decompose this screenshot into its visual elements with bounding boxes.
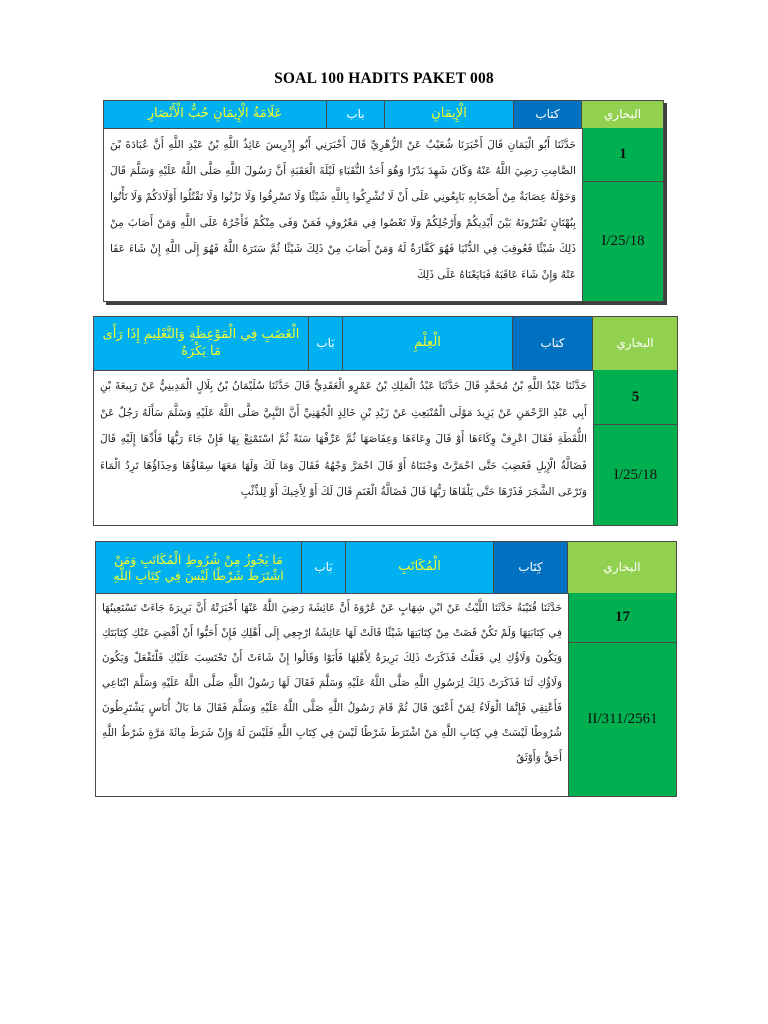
hadith-meta (593, 370, 677, 525)
kitab-label: كتاب (513, 317, 593, 370)
hadith-body (94, 370, 677, 525)
hadith-reference: I/25/18 (594, 425, 677, 525)
hadith-text (104, 128, 582, 301)
hadith-header (104, 101, 663, 129)
bab-label: بَاب (309, 317, 343, 370)
kitab-label: كتاب (514, 101, 582, 128)
hadith-text (96, 593, 568, 796)
hadith-reference: II/311/2561 (569, 643, 676, 796)
hadith-header (94, 317, 677, 371)
hadith-card-3 (95, 541, 677, 797)
hadith-text (94, 370, 593, 525)
hadith-reference: I/25/18 (583, 182, 663, 301)
hadith-number: 1 (583, 128, 663, 182)
hadith-meta (568, 593, 676, 796)
hadith-number: 5 (594, 370, 677, 425)
kitab-name: الْعِلْمِ (343, 317, 513, 370)
hadith-text-content: حَدَّثَنَا عَبْدُ اللَّهِ بْنُ مُحَمَّدٍ قَالَ حَدَّثَنَا عَبْدُ الْمَلِكِ بْنُ عَمْرٍو الْعَقَدِيُّ قَالَ حَدَّثَنَا سُلَيْمَانُ بْنُ بِلَالٍ الْمَدِينِيُّ عَنْ رَبِيعَةَ بْنِ أَبِي عَبْدِ الرَّحْمَنِ عَنْ يَزِيدَ مَوْلَى الْمُنْبَعِثِ عَنْ زَيْدِ بْنِ خَالِدٍ الْجُهَنِيِّ أَنَّ النَّبِيَّ صَلَّى اللَّهُ عَلَيْهِ وَسَلَّمَ سَأَلَهُ رَجُلٌ عَنْ اللُّقَطَةِ فَقَالَ اعْرِفْ وِكَاءَهَا أَوْ قَالَ وِعَاءَهَا وَعِفَاصَهَا ثُمَّ عَرِّفْهَا سَنَةً ثُمَّ اسْتَمْتِعْ بِهَا فَإِنْ جَاءَ رَبُّهَا فَأَدِّهَا إِلَيْهِ قَالَ فَضَالَّةُ الْإِبِلِ فَغَضِبَ حَتَّى احْمَرَّتْ وَجْنَتَاهُ أَوْ قَالَ احْمَرَّ وَجْهُهُ فَقَالَ وَمَا لَكَ وَلَهَا مَعَهَا سِقَاؤُهَا وَحِذَاؤُهَا تَرِدُ الْمَاءَ وَتَرْعَى الشَّجَرَ فَذَرْهَا حَتَّى يَلْقَاهَا رَبُّهَا قَالَ فَضَالَّةُ الْغَنَمِ قَالَ لَكَ أَوْ لِأَخِيكَ أَوْ لِلذِّئْبِ (100, 380, 587, 498)
bab-name: الْغَضَبِ فِي الْمَوْعِظَةِ وَالتَّعْلِيمِ إِذَا رَأَى مَا يَكْرَهُ (94, 317, 309, 370)
hadith-number: 17 (569, 593, 676, 643)
kitab-label: كِتَاب (494, 542, 568, 593)
source-label: البخاري (568, 542, 676, 593)
source-label: البخاري (593, 317, 677, 370)
hadith-text-content: حَدَّثَنَا قُتَيْبَةُ حَدَّثَنَا اللَّيْثُ عَنْ ابْنِ شِهَابٍ عَنْ عُرْوَةَ أَنَّ عَائِشَةَ رَضِيَ اللَّهُ عَنْهَا أَخْبَرَتْهُ أَنَّ بَرِيرَةَ جَاءَتْ تَسْتَعِينُهَا فِي كِتَابَتِهَا وَلَمْ تَكُنْ قَضَتْ مِنْ كِتَابَتِهَا شَيْئًا قَالَتْ لَهَا عَائِشَةُ ارْجِعِي إِلَى أَهْلِكِ فَإِنْ أَحَبُّوا أَنْ أَقْضِيَ عَنْكِ كِتَابَتَكِ وَيَكُونَ وَلَاؤُكِ لِي فَعَلْتُ فَذَكَرَتْ ذَلِكَ بَرِيرَةُ لِأَهْلِهَا فَأَبَوْا وَقَالُوا إِنْ شَاءَتْ أَنْ تَحْتَسِبَ عَلَيْكِ فَلْتَفْعَلْ وَيَكُونَ وَلَاؤُكِ لَنَا فَذَكَرَتْ ذَلِكَ لِرَسُولِ اللَّهِ صَلَّى اللَّهُ عَلَيْهِ وَسَلَّمَ فَقَالَ لَهَا رَسُولُ اللَّهِ صَلَّى اللَّهُ عَلَيْهِ وَسَلَّمَ ابْتَاعِي فَأَعْتِقِي فَإِنَّمَا الْوَلَاءُ لِمَنْ أَعْتَقَ قَالَ ثُمَّ قَامَ رَسُولُ اللَّهِ صَلَّى اللَّهُ عَلَيْهِ وَسَلَّمَ فَقَالَ مَا بَالُ أُنَاسٍ يَشْتَرِطُونَ شُرُوطًا لَيْسَتْ فِي كِتَابِ اللَّهِ مَنْ اشْتَرَطَ شَرْطًا لَيْسَ فِي كِتَابِ اللَّهِ فَلَيْسَ لَهُ وَإِنْ شَرَطَ مِائَةَ مَرَّةٍ شَرْطُ اللَّهِ أَحَقُّ وَأَوْثَقُ (102, 602, 562, 764)
hadith-header (96, 542, 676, 594)
kitab-name: الْإِيمَانِ (385, 101, 514, 128)
hadith-card-1 (103, 100, 664, 302)
kitab-name: الْمُكَاتَبِ (346, 542, 494, 593)
bab-label: باب (327, 101, 385, 128)
hadith-card-2 (93, 316, 678, 526)
hadith-text-content: حَدَّثَنَا أَبُو الْيَمَانِ قَالَ أَخْبَرَنَا شُعَيْبٌ عَنْ الزُّهْرِيِّ قَالَ أَخْبَرَنِي أَبُو إِدْرِيسَ عَائِذُ اللَّهِ بْنُ عَبْدِ اللَّهِ أَنَّ عُبَادَةَ بْنَ الصَّامِتِ رَضِيَ اللَّهُ عَنْهُ وَكَانَ شَهِدَ بَدْرًا وَهُوَ أَحَدُ النُّقَبَاءِ لَيْلَةَ الْعَقَبَةِ أَنَّ رَسُولَ اللَّهِ صَلَّى اللَّهُ عَلَيْهِ وَسَلَّمَ قَالَ وَحَوْلَهُ عِصَابَةٌ مِنْ أَصْحَابِهِ بَايِعُونِي عَلَى أَنْ لَا تُشْرِكُوا بِاللَّهِ شَيْئًا وَلَا تَسْرِقُوا وَلَا تَزْنُوا وَلَا تَقْتُلُوا أَوْلَادَكُمْ وَلَا تَأْتُوا بِبُهْتَانٍ تَفْتَرُونَهُ بَيْنَ أَيْدِيكُمْ وَأَرْجُلِكُمْ وَلَا تَعْصُوا فِي مَعْرُوفٍ فَمَنْ وَفَى مِنْكُمْ فَأَجْرُهُ عَلَى اللَّهِ وَمَنْ أَصَابَ مِنْ ذَلِكَ شَيْئًا فَعُوقِبَ فِي الدُّنْيَا فَهُوَ كَفَّارَةٌ لَهُ وَمَنْ أَصَابَ مِنْ ذَلِكَ شَيْئًا ثُمَّ سَتَرَهُ اللَّهُ فَهُوَ إِلَى اللَّهِ إِنْ شَاءَ عَفَا عَنْهُ وَإِنْ شَاءَ عَاقَبَهُ فَبَايَعْنَاهُ عَلَى ذَلِكَ (110, 139, 576, 281)
hadith-meta (582, 128, 663, 301)
hadith-body (104, 128, 663, 301)
hadith-body (96, 593, 676, 796)
page-title: SOAL 100 HADITS PAKET 008 (274, 70, 494, 87)
bab-label: بَاب (302, 542, 346, 593)
source-label: البخاري (582, 101, 663, 128)
bab-name: مَا يَجُوزُ مِنْ شُرُوطِ الْمُكَاتَبِ وَمَنْ اشْتَرَطَ شَرْطًا لَيْسَ فِي كِتَابِ اللَّهِ (96, 542, 302, 593)
bab-name: عَلَامَةُ الْإِيمَانِ حُبُّ الْأَنْصَارِ (104, 101, 327, 128)
